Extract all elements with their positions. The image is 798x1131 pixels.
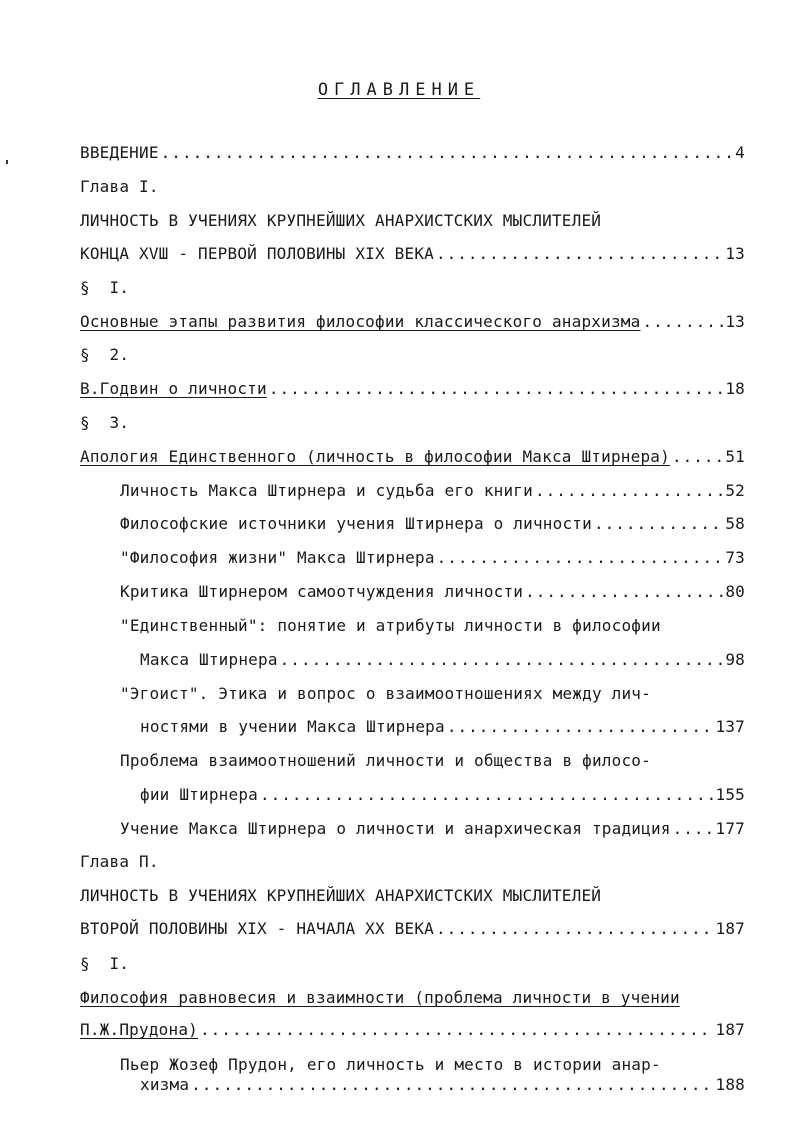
dot-leader (436, 244, 723, 264)
dot-leader (535, 481, 723, 501)
toc-page-number: 155 (715, 785, 745, 804)
dot-leader (594, 514, 723, 534)
toc-page-number: 188 (715, 1075, 745, 1094)
toc-page-number: 177 (715, 819, 745, 838)
toc-entry-text: Критика Штирнером самоотчуждения личности (120, 582, 524, 601)
toc-entry-text: Учение Макса Штирнера о личности и анархическая традиция (120, 819, 671, 838)
toc-entry-text: ностями в учении Макса Штирнера (140, 717, 445, 736)
toc-entry-section-1-1[interactable] (80, 312, 745, 332)
toc-entry-section-2-1-line-1: Философия равновесия и взаимности (проблема личности в учении (80, 988, 680, 1007)
toc-page-number: 187 (715, 919, 745, 938)
dot-leader (260, 785, 714, 805)
dot-leader (436, 919, 714, 939)
scan-artifact (6, 160, 8, 164)
chapter-1-heading: Глава I. (80, 177, 159, 196)
toc-subentry[interactable] (140, 650, 745, 670)
toc-subentry[interactable] (120, 481, 745, 501)
toc-page-number: 13 (725, 312, 745, 331)
toc-subentry[interactable] (140, 785, 745, 805)
toc-entry-text: В.Годвин о личности (80, 379, 267, 398)
toc-subentry[interactable] (120, 514, 745, 534)
dot-leader (269, 379, 724, 399)
chapter-2-title-line-1: ЛИЧНОСТЬ В УЧЕНИЯХ КРУПНЕЙШИХ АНАРХИСТСКИХ МЫСЛИТЕЛЕЙ (80, 886, 602, 905)
toc-subentry[interactable] (140, 1075, 745, 1095)
section-3-number: § 3. (80, 413, 130, 432)
toc-entry-text: Основные этапы развития философии классического анархизма (80, 312, 641, 331)
toc-entry-text: ВТОРОЙ ПОЛОВИНЫ XIX - НАЧАЛА XX ВЕКА (80, 919, 434, 938)
toc-page-number: 58 (725, 514, 745, 533)
toc-subentry[interactable] (120, 582, 745, 602)
toc-page-number: 187 (715, 1020, 745, 1039)
toc-page-number: 137 (715, 717, 745, 736)
toc-page-number: 18 (725, 379, 745, 398)
toc-entry-chapter-1[interactable] (80, 244, 745, 264)
toc-subentry[interactable] (120, 819, 745, 839)
section-2-number: § 2. (80, 345, 130, 364)
toc-entry-text: "Философия жизни" Макса Штирнера (120, 548, 435, 567)
chapter-1-title-line-1: ЛИЧНОСТЬ В УЧЕНИЯХ КРУПНЕЙШИХ АНАРХИСТСКИХ МЫСЛИТЕЛЕЙ (80, 211, 602, 230)
dot-leader (161, 143, 733, 163)
dot-leader (642, 312, 723, 332)
toc-page-number: 13 (725, 244, 745, 263)
toc-entry-text: Макса Штирнера (140, 650, 278, 669)
toc-subentry[interactable] (140, 717, 745, 737)
toc-entry-text: хизма (140, 1075, 190, 1094)
section-2-1-number: § I. (80, 954, 130, 973)
dot-leader (447, 717, 714, 737)
dot-leader (191, 1075, 713, 1095)
toc-entry-introduction[interactable] (80, 143, 745, 163)
toc-page-number: 80 (725, 582, 745, 601)
toc-page-number: 73 (725, 548, 745, 567)
toc-entry-text: КОНЦА ХVШ - ПЕРВОЙ ПОЛОВИНЫ XIX ВЕКА (80, 244, 434, 263)
toc-entry-chapter-2[interactable] (80, 919, 745, 939)
toc-entry-text: ВВЕДЕНИЕ (80, 143, 159, 162)
toc-entry-section-1-2[interactable] (80, 379, 745, 399)
dot-leader (280, 650, 724, 670)
dot-leader (673, 819, 714, 839)
toc-entry-text: П.Ж.Прудона) (80, 1020, 198, 1039)
dot-leader (200, 1020, 714, 1040)
toc-page-number: 52 (725, 481, 745, 500)
toc-page-number: 51 (725, 447, 745, 466)
toc-entry-section-2-1[interactable] (80, 1020, 745, 1040)
chapter-2-heading: Глава П. (80, 852, 159, 871)
toc-entry-text: Личность Макса Штирнера и судьба его книги (120, 481, 533, 500)
toc-page-number: 4 (735, 143, 745, 162)
toc-page-number: 98 (725, 650, 745, 669)
page-title: ОГЛАВЛЕНИЕ (317, 80, 481, 100)
toc-subentry-line-1: Пьер Жозеф Прудон, его личность и место в истории анар- (120, 1055, 661, 1074)
toc-entry-text: Апология Единственного (личность в философии Макса Штирнера) (80, 447, 670, 466)
toc-entry-text: фии Штирнера (140, 785, 258, 804)
toc-entry-text: Философские источники учения Штирнера о личности (120, 514, 592, 533)
toc-subentry-line-1: Проблема взаимоотношений личности и общества в филосо- (120, 751, 651, 770)
toc-subentry-line-1: "Единственный": понятие и атрибуты личности в философии (120, 616, 661, 635)
toc-subentry[interactable] (120, 548, 745, 568)
dot-leader (437, 548, 724, 568)
section-1-number: § I. (80, 278, 130, 297)
dot-leader (672, 447, 723, 467)
toc-entry-section-1-3[interactable] (80, 447, 745, 467)
toc-subentry-line-1: "Эгоист". Этика и вопрос о взаимоотношениях между лич- (120, 684, 651, 703)
dot-leader (525, 582, 723, 602)
